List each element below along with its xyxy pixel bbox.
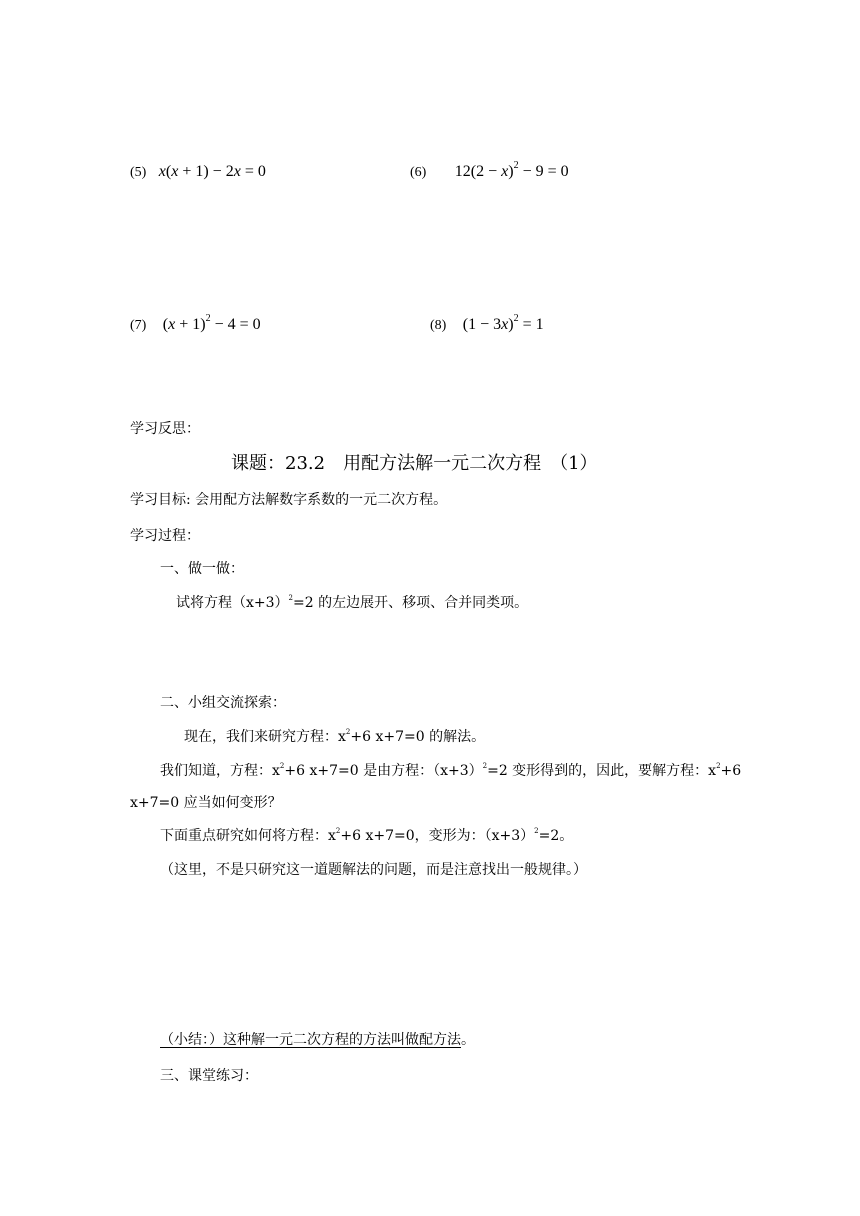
- exercise-7: [130, 315, 261, 336]
- section-1-task: 试将方程$(x+3)^2=2$ 的左边展开、移项、合并同类项。: [176, 594, 529, 611]
- equation: $(1 - 3x)^2 = 1$: [462, 313, 544, 333]
- section-2-paragraph-1: 现在，我们来研究方程：$x^2+6$ x+7=0 的解法。: [184, 728, 486, 745]
- exercise-number: (6): [410, 165, 427, 180]
- section-2-paragraph-2-continued: x+7=0 应当如何变形？: [130, 795, 282, 811]
- section-2-note: （这里，不是只研究这一道题解法的问题，而是注意找出一般规律。）: [160, 862, 587, 878]
- exercise-number: (5): [130, 165, 147, 180]
- exercise-number: (7): [130, 318, 147, 333]
- equation: x(x + 1) − 2x = 0: [158, 163, 266, 180]
- exercise-number: (8): [430, 318, 447, 333]
- summary: （小结：）这种解一元二次方程的方法叫做配方法。: [160, 1032, 475, 1048]
- learning-objective: 学习目标: 会用配方法解数字系数的一元二次方程。: [130, 492, 448, 508]
- exercise-8: [430, 315, 544, 336]
- section-1-heading: 一、做一做：: [160, 561, 244, 577]
- exercise-6: [410, 162, 569, 183]
- lesson-title: 课题：23.2 用配方法解一元二次方程 （1）: [231, 453, 598, 474]
- section-2-paragraph-2: 我们知道，方程：$x^2+6$ x+7=0 是由方程：$(x+3)^2=2$ 变形得到的，因此，要解方程：$x^2+6$: [160, 762, 742, 779]
- learning-process-label: 学习过程：: [130, 528, 200, 544]
- summary-underlined: （小结：）这种解一元二次方程的方法叫做配方法: [160, 1032, 461, 1048]
- section-2-paragraph-3: 下面重点研究如何将方程：$x^2+6$ x+7=0，变形为：$(x+3)^2=2$。: [160, 827, 574, 844]
- section-3-heading: 三、课堂练习：: [160, 1068, 258, 1084]
- section-2-heading: 二、小组交流探索：: [160, 695, 286, 711]
- equation: $12(2 - x)^2 - 9 = 0$: [454, 160, 569, 180]
- equation: $(x + 1)^2 - 4 = 0$: [162, 313, 261, 333]
- reflection-label: 学习反思：: [130, 421, 200, 437]
- exercise-5: [130, 162, 266, 183]
